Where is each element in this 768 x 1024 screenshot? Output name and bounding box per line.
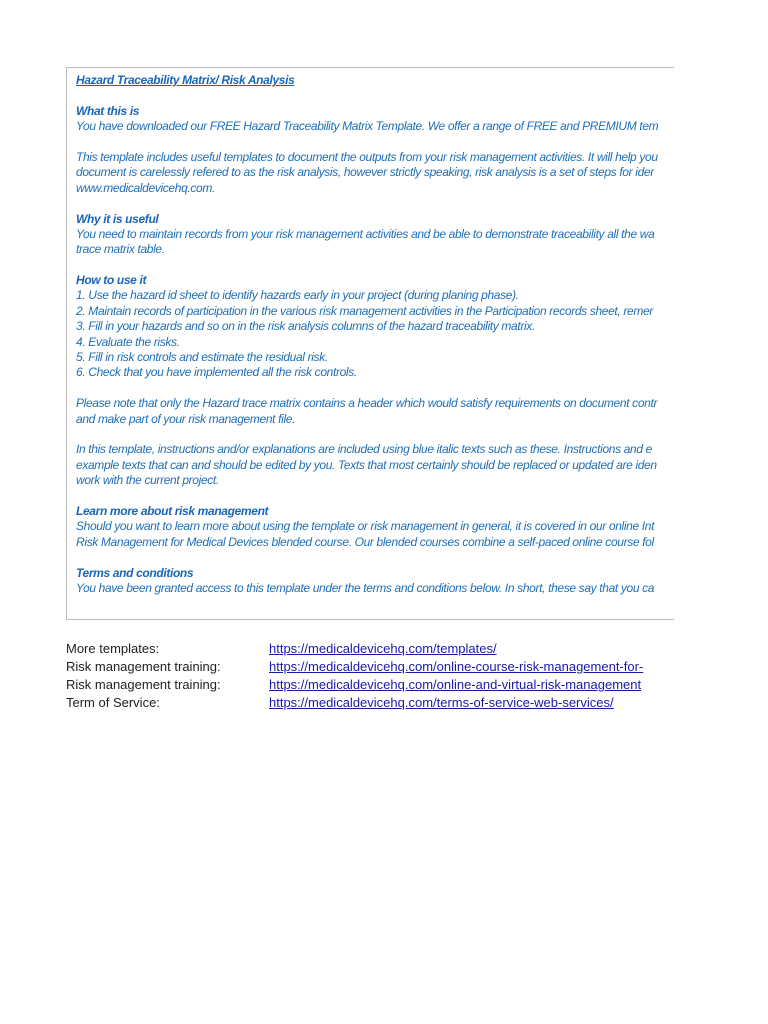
paragraph-line: You need to maintain records from your risk management activities and be able to demonstrate traceability all the wa — [76, 226, 655, 241]
step-line: 5. Fill in risk controls and estimate the residual risk. — [76, 350, 328, 365]
paragraph-line: In this template, instructions and/or explanations are included using blue italic texts such as these. Instructions and e — [76, 442, 653, 457]
step-line: 4. Evaluate the risks. — [76, 334, 180, 349]
link-label: Risk management training: — [66, 659, 221, 674]
spacer — [76, 135, 674, 150]
paragraph-line: work with the current project. — [76, 473, 219, 488]
link-row — [66, 694, 674, 712]
paragraph-line: Please note that only the Hazard trace matrix contains a header which would satisfy requirements on document contr — [76, 396, 658, 411]
paragraph-line: This template includes useful templates to document the outputs from your risk management activities. It will help you — [76, 149, 658, 164]
terms-of-service-link[interactable]: https://medicaldevicehq.com/terms-of-service-web-services/ — [269, 695, 614, 710]
paragraph-line: Should you want to learn more about using the template or risk management in general, it is covered in our online Int — [76, 519, 655, 534]
document-title: Hazard Traceability Matrix/ Risk Analysis — [76, 73, 295, 87]
link-label: More templates: — [66, 641, 160, 656]
paragraph-line: www.medicaldevicehq.com. — [76, 180, 215, 195]
step-line: 6. Check that you have implemented all the risk controls. — [76, 365, 357, 380]
spacer — [76, 196, 674, 211]
info-box — [66, 67, 674, 620]
spacer — [76, 489, 674, 504]
spacer — [76, 88, 674, 103]
link-label: Risk management training: — [66, 677, 221, 692]
step-line: 2. Maintain records of participation in the various risk management activities in the Participation records sheet, remer — [76, 303, 653, 318]
step-line: 3. Fill in your hazards and so on in the risk analysis columns of the hazard traceability matrix. — [76, 319, 535, 334]
risk-management-course-link[interactable]: https://medicaldevicehq.com/online-course-risk-management-for- — [269, 659, 644, 674]
link-label: Term of Service: — [66, 695, 160, 710]
paragraph-line: trace matrix table. — [76, 242, 165, 257]
risk-management-virtual-link[interactable]: https://medicaldevicehq.com/online-and-virtual-risk-management — [269, 677, 642, 692]
link-row — [66, 640, 674, 658]
templates-link[interactable]: https://medicaldevicehq.com/templates/ — [269, 641, 497, 656]
info-text — [76, 73, 674, 596]
link-row — [66, 658, 674, 676]
paragraph-line: You have been granted access to this template under the terms and conditions below. In short, these say that you ca — [76, 580, 655, 595]
section-heading-what-this-is: What this is — [76, 103, 140, 118]
paragraph-line: Risk Management for Medical Devices blended course. Our blended courses combine a self-paced online course fol — [76, 534, 654, 549]
section-heading-why-useful: Why it is useful — [76, 211, 159, 226]
spacer — [76, 427, 674, 442]
section-heading-terms: Terms and conditions — [76, 565, 194, 580]
spacer — [76, 550, 674, 565]
step-line: 1. Use the hazard id sheet to identify hazards early in your project (during planing phase). — [76, 288, 519, 303]
paragraph-line: and make part of your risk management file. — [76, 411, 296, 426]
links-table — [66, 640, 674, 712]
spacer — [76, 381, 674, 396]
section-heading-how-to-use: How to use it — [76, 273, 147, 288]
paragraph-line: document is carelessly refered to as the risk analysis, however strictly speaking, risk analysis is a set of steps for ider — [76, 165, 654, 180]
spacer — [76, 258, 674, 273]
paragraph-line: You have downloaded our FREE Hazard Traceability Matrix Template. We offer a range of FREE and PREMIUM tem — [76, 119, 659, 134]
link-row — [66, 676, 674, 694]
paragraph-line: example texts that can and should be edited by you. Texts that most certainly should be replaced or updated are iden — [76, 457, 657, 472]
section-heading-learn-more: Learn more about risk management — [76, 503, 269, 518]
